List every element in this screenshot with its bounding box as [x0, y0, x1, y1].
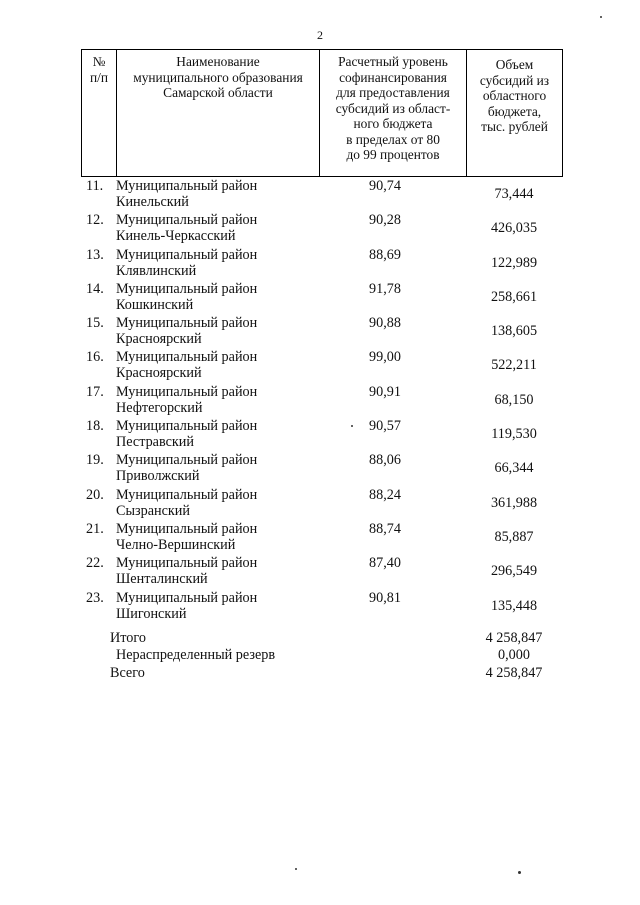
row-number: 16. [86, 349, 104, 366]
header-col-rate [319, 50, 466, 176]
rate-value: 88,06 [369, 452, 401, 469]
grand-total-row [0, 665, 640, 682]
name-line-2: Шигонский [116, 605, 187, 622]
row-number: 21. [86, 520, 104, 537]
municipality-name [116, 212, 257, 244]
header-line: для предоставления [336, 85, 450, 100]
table-row [0, 590, 640, 624]
header-line: Самарской области [163, 85, 273, 100]
row-number: 14. [86, 280, 104, 297]
name-line-2: Шенталинский [116, 571, 208, 588]
scan-speck [600, 16, 602, 18]
municipality-name [116, 555, 257, 587]
name-line-1: Муниципальный район [116, 349, 258, 366]
rate-value: 88,24 [369, 486, 401, 503]
scan-speck [351, 425, 353, 427]
header-col-number [82, 50, 116, 176]
itogo-value: 4 258,847 [485, 630, 543, 646]
row-number: 12. [86, 212, 104, 229]
name-line-2: Челно-Вершинский [116, 536, 236, 553]
name-line-1: Муниципальный район [116, 315, 258, 332]
header-line: Расчетный уровень [338, 54, 448, 69]
municipality-name [116, 384, 257, 416]
table-row [0, 487, 640, 521]
header-line: бюджета, [487, 103, 542, 119]
municipality-name [116, 418, 257, 450]
page-number: 2 [317, 28, 323, 42]
vsego-value: 4 258,847 [485, 664, 543, 681]
header-col-name [116, 50, 319, 176]
name-line-2: Кинельский [116, 194, 189, 210]
header-line: муниципального образования [133, 69, 303, 85]
amount-value: 119,530 [491, 426, 537, 443]
row-number: 11. [86, 178, 104, 194]
municipality-name [116, 452, 257, 484]
scan-speck [518, 871, 521, 874]
name-line-1: Муниципальный район [116, 589, 258, 606]
header-line: Наименование [176, 54, 260, 69]
table-row [0, 247, 640, 281]
table-row [0, 178, 640, 212]
rate-value: 90,81 [369, 589, 401, 606]
row-number: 19. [86, 452, 104, 469]
header-line: субсидий из област- [335, 100, 451, 116]
rate-value: 90,74 [369, 178, 401, 194]
name-line-2: Красноярский [116, 331, 202, 348]
name-line-1: Муниципальный район [116, 555, 258, 572]
totals-block [0, 630, 640, 682]
rate-value: 90,28 [369, 212, 401, 229]
header-line: п/п [89, 69, 109, 85]
row-number: 18. [86, 418, 104, 435]
amount-value: 135,448 [490, 597, 538, 614]
municipality-name [116, 349, 257, 381]
amount-value: 66,344 [494, 460, 534, 477]
table-row [0, 281, 640, 315]
table-row [0, 384, 640, 418]
municipality-name [116, 178, 257, 210]
amount-value: 73,444 [494, 186, 534, 202]
municipality-name [116, 281, 257, 313]
amount-value: 296,549 [490, 563, 538, 580]
row-number: 15. [86, 315, 104, 332]
table-row [0, 418, 640, 452]
municipality-name [116, 590, 257, 622]
table-row [0, 521, 640, 555]
municipality-name [116, 487, 257, 519]
name-line-1: Муниципальный район [116, 212, 258, 229]
name-line-2: Кинель-Черкасский [116, 228, 236, 245]
rate-value: 99,00 [369, 349, 401, 366]
scan-speck [295, 868, 297, 870]
rate-value: 87,40 [369, 555, 401, 572]
header-line: до 99 процентов [346, 147, 440, 162]
vsego-label: Всего [110, 664, 145, 681]
name-line-1: Муниципальный район [116, 280, 258, 297]
row-number: 23. [86, 589, 104, 606]
amount-value: 122,989 [490, 254, 538, 271]
rate-value: 90,57 [369, 418, 401, 435]
name-line-2: Приволжский [116, 468, 200, 485]
amount-value: 258,661 [490, 288, 538, 305]
name-line-1: Муниципальный район [116, 486, 258, 503]
amount-value: 68,150 [494, 391, 534, 408]
row-number: 13. [86, 246, 104, 263]
municipality-name [116, 247, 257, 279]
reserve-label: Нераспределенный резерв [116, 647, 276, 664]
name-line-1: Муниципальный район [116, 246, 258, 263]
name-line-2: Нефтегорский [116, 399, 203, 416]
name-line-1: Муниципальный район [116, 520, 258, 537]
name-line-1: Муниципальный район [116, 418, 258, 435]
total-row [0, 630, 640, 647]
amount-value: 426,035 [490, 220, 538, 237]
row-number: 22. [86, 555, 104, 572]
name-line-2: Пестравский [116, 434, 194, 451]
table-row [0, 315, 640, 349]
name-line-2: Кошкинский [116, 296, 194, 313]
table-row [0, 452, 640, 486]
name-line-1: Муниципальный район [116, 383, 258, 400]
reserve-row [0, 647, 640, 664]
row-number: 17. [86, 383, 104, 400]
name-line-2: Клявлинский [116, 262, 197, 279]
rate-value: 90,91 [369, 383, 401, 400]
table-row [0, 349, 640, 383]
itogo-label: Итого [110, 630, 146, 646]
rate-value: 88,69 [369, 246, 401, 263]
table-row [0, 555, 640, 589]
header-line: субсидий из [479, 72, 550, 88]
name-line-1: Муниципальный район [116, 452, 258, 469]
header-line: тыс. рублей [481, 119, 548, 134]
header-line: № [92, 54, 106, 69]
row-number: 20. [86, 486, 104, 503]
rate-value: 90,88 [369, 315, 401, 332]
name-line-2: Сызранский [116, 502, 190, 519]
header-line: в пределах от 80 [346, 131, 440, 147]
reserve-value: 0,000 [498, 647, 530, 664]
header-col-amount [466, 50, 562, 176]
header-line: областного [482, 88, 547, 103]
table-body [0, 178, 640, 624]
amount-value: 361,988 [490, 494, 538, 511]
amount-value: 138,605 [490, 323, 538, 340]
header-line: Объем [495, 57, 534, 72]
rate-value: 91,78 [369, 280, 401, 297]
name-line-2: Красноярский [116, 365, 202, 382]
header-line: софинансирования [339, 69, 447, 85]
rate-value: 88,74 [369, 520, 401, 537]
municipality-name [116, 521, 257, 553]
table-header [81, 49, 563, 177]
amount-value: 522,211 [491, 357, 537, 374]
amount-value: 85,887 [494, 528, 534, 545]
municipality-name [116, 315, 257, 347]
table-row [0, 212, 640, 246]
name-line-1: Муниципальный район [116, 178, 258, 194]
header-line: ного бюджета [353, 116, 433, 131]
